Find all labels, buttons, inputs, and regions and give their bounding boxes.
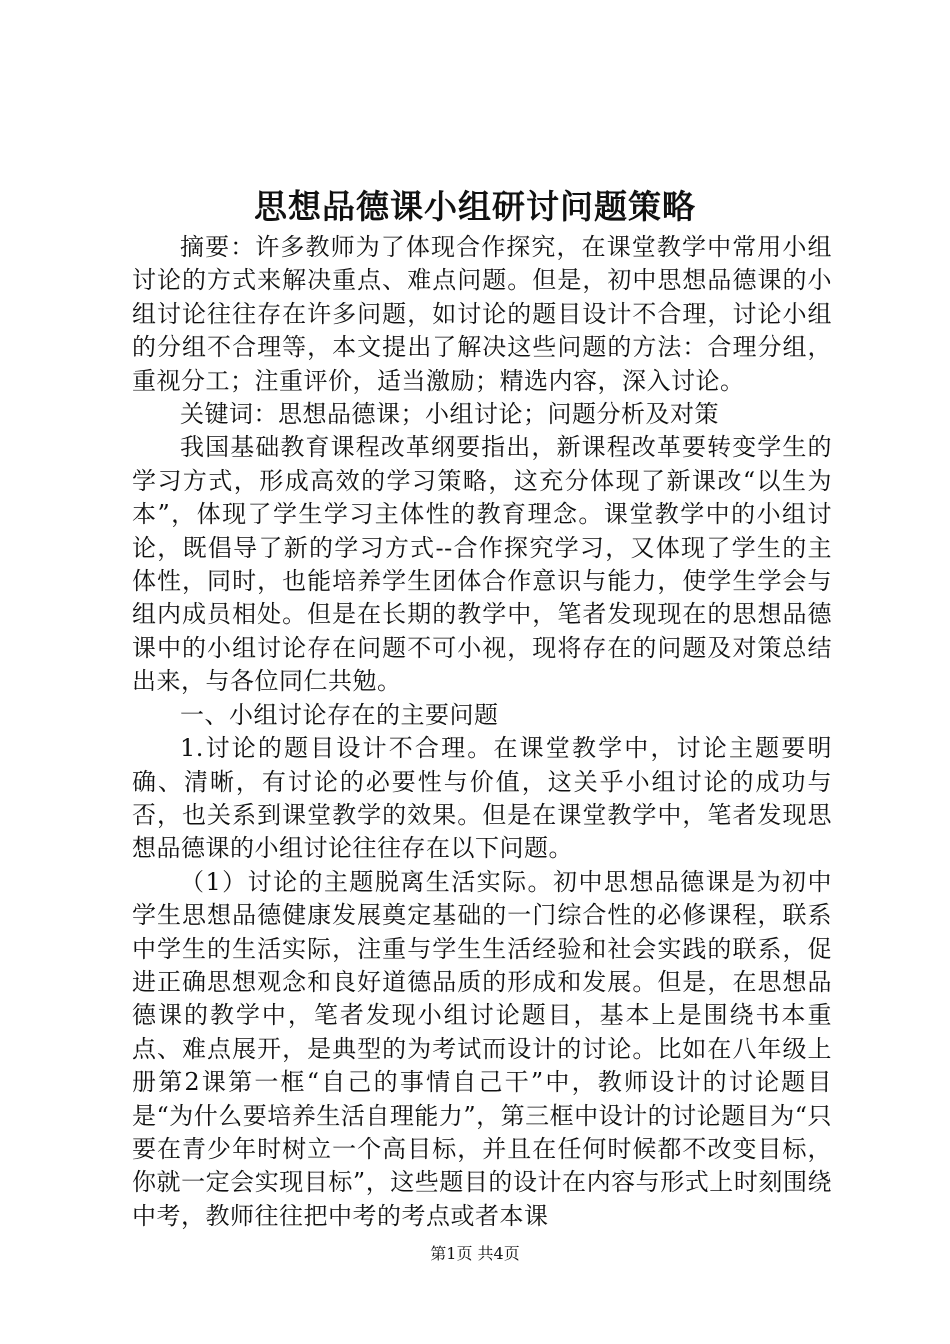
section-heading: 一、小组讨论存在的主要问题 <box>180 700 499 729</box>
body-paragraph: 1.讨论的题目设计不合理。在课堂教学中，讨论主题要明确、清晰，有讨论的必要性与价值，这关乎小组讨论的成功与否，也关系到课堂教学的效果。但是在课堂教学中，笔者发现思想品德课的小组讨论往往存在以下问题。 <box>132 734 832 863</box>
page-number-footer: 第1页 共4页 <box>430 1244 520 1263</box>
abstract-paragraph: 摘要：许多教师为了体现合作探究，在课堂教学中常用小组讨论的方式来解决重点、难点问题。但是，初中思想品德课的小组讨论往往存在许多问题，如讨论的题目设计不合理，讨论小组的分组不合理等，本文提出了解决这些问题的方法：合理分组，重视分工；注重评价，适当激励；精选内容，深入讨论。 <box>132 233 832 395</box>
keywords-paragraph: 关键词：思想品德课；小组讨论；问题分析及对策 <box>180 400 719 429</box>
document-body <box>132 231 832 1233</box>
document-title: 思想品德课小组研讨问题策略 <box>254 187 696 226</box>
intro-paragraph: 我国基础教育课程改革纲要指出，新课程改革要转变学生的学习方式，形成高效的学习策略，这充分体现了新课改“以生为本”，体现了学生学习主体性的教育理念。课堂教学中的小组讨论，既倡导了新的学习方式--合作探究学习，又体现了学生的主体性，同时，也能培养学生团体合作意识与能力，使学生学会与组内成员相处。但是在长期的教学中，笔者发现现在的思想品德课中的小组讨论存在问题不可小视，现将存在的问题及对策总结出来，与各位同仁共勉。 <box>132 433 832 696</box>
body-paragraph: （1）讨论的主题脱离生活实际。初中思想品德课是为初中学生思想品德健康发展奠定基础的一门综合性的必修课程，联系中学生的生活实际，注重与学生生活经验和社会实践的联系，促进正确思想观念和良好道德品质的形成和发展。但是，在思想品德课的教学中，笔者发现小组讨论题目，基本上是围绕书本重点、难点展开，是典型的为考试而设计的讨论。比如在八年级上册第2课第一框“自己的事情自己干”中，教师设计的讨论题目是“为什么要培养生活自理能力”，第三框中设计的讨论题目为“只要在青少年时树立一个高目标，并且在任何时候都不改变目标，你就一定会实现目标”，这些题目的设计在内容与形式上时刻围绕中考，教师往往把中考的考点或者本课 <box>132 867 832 1230</box>
